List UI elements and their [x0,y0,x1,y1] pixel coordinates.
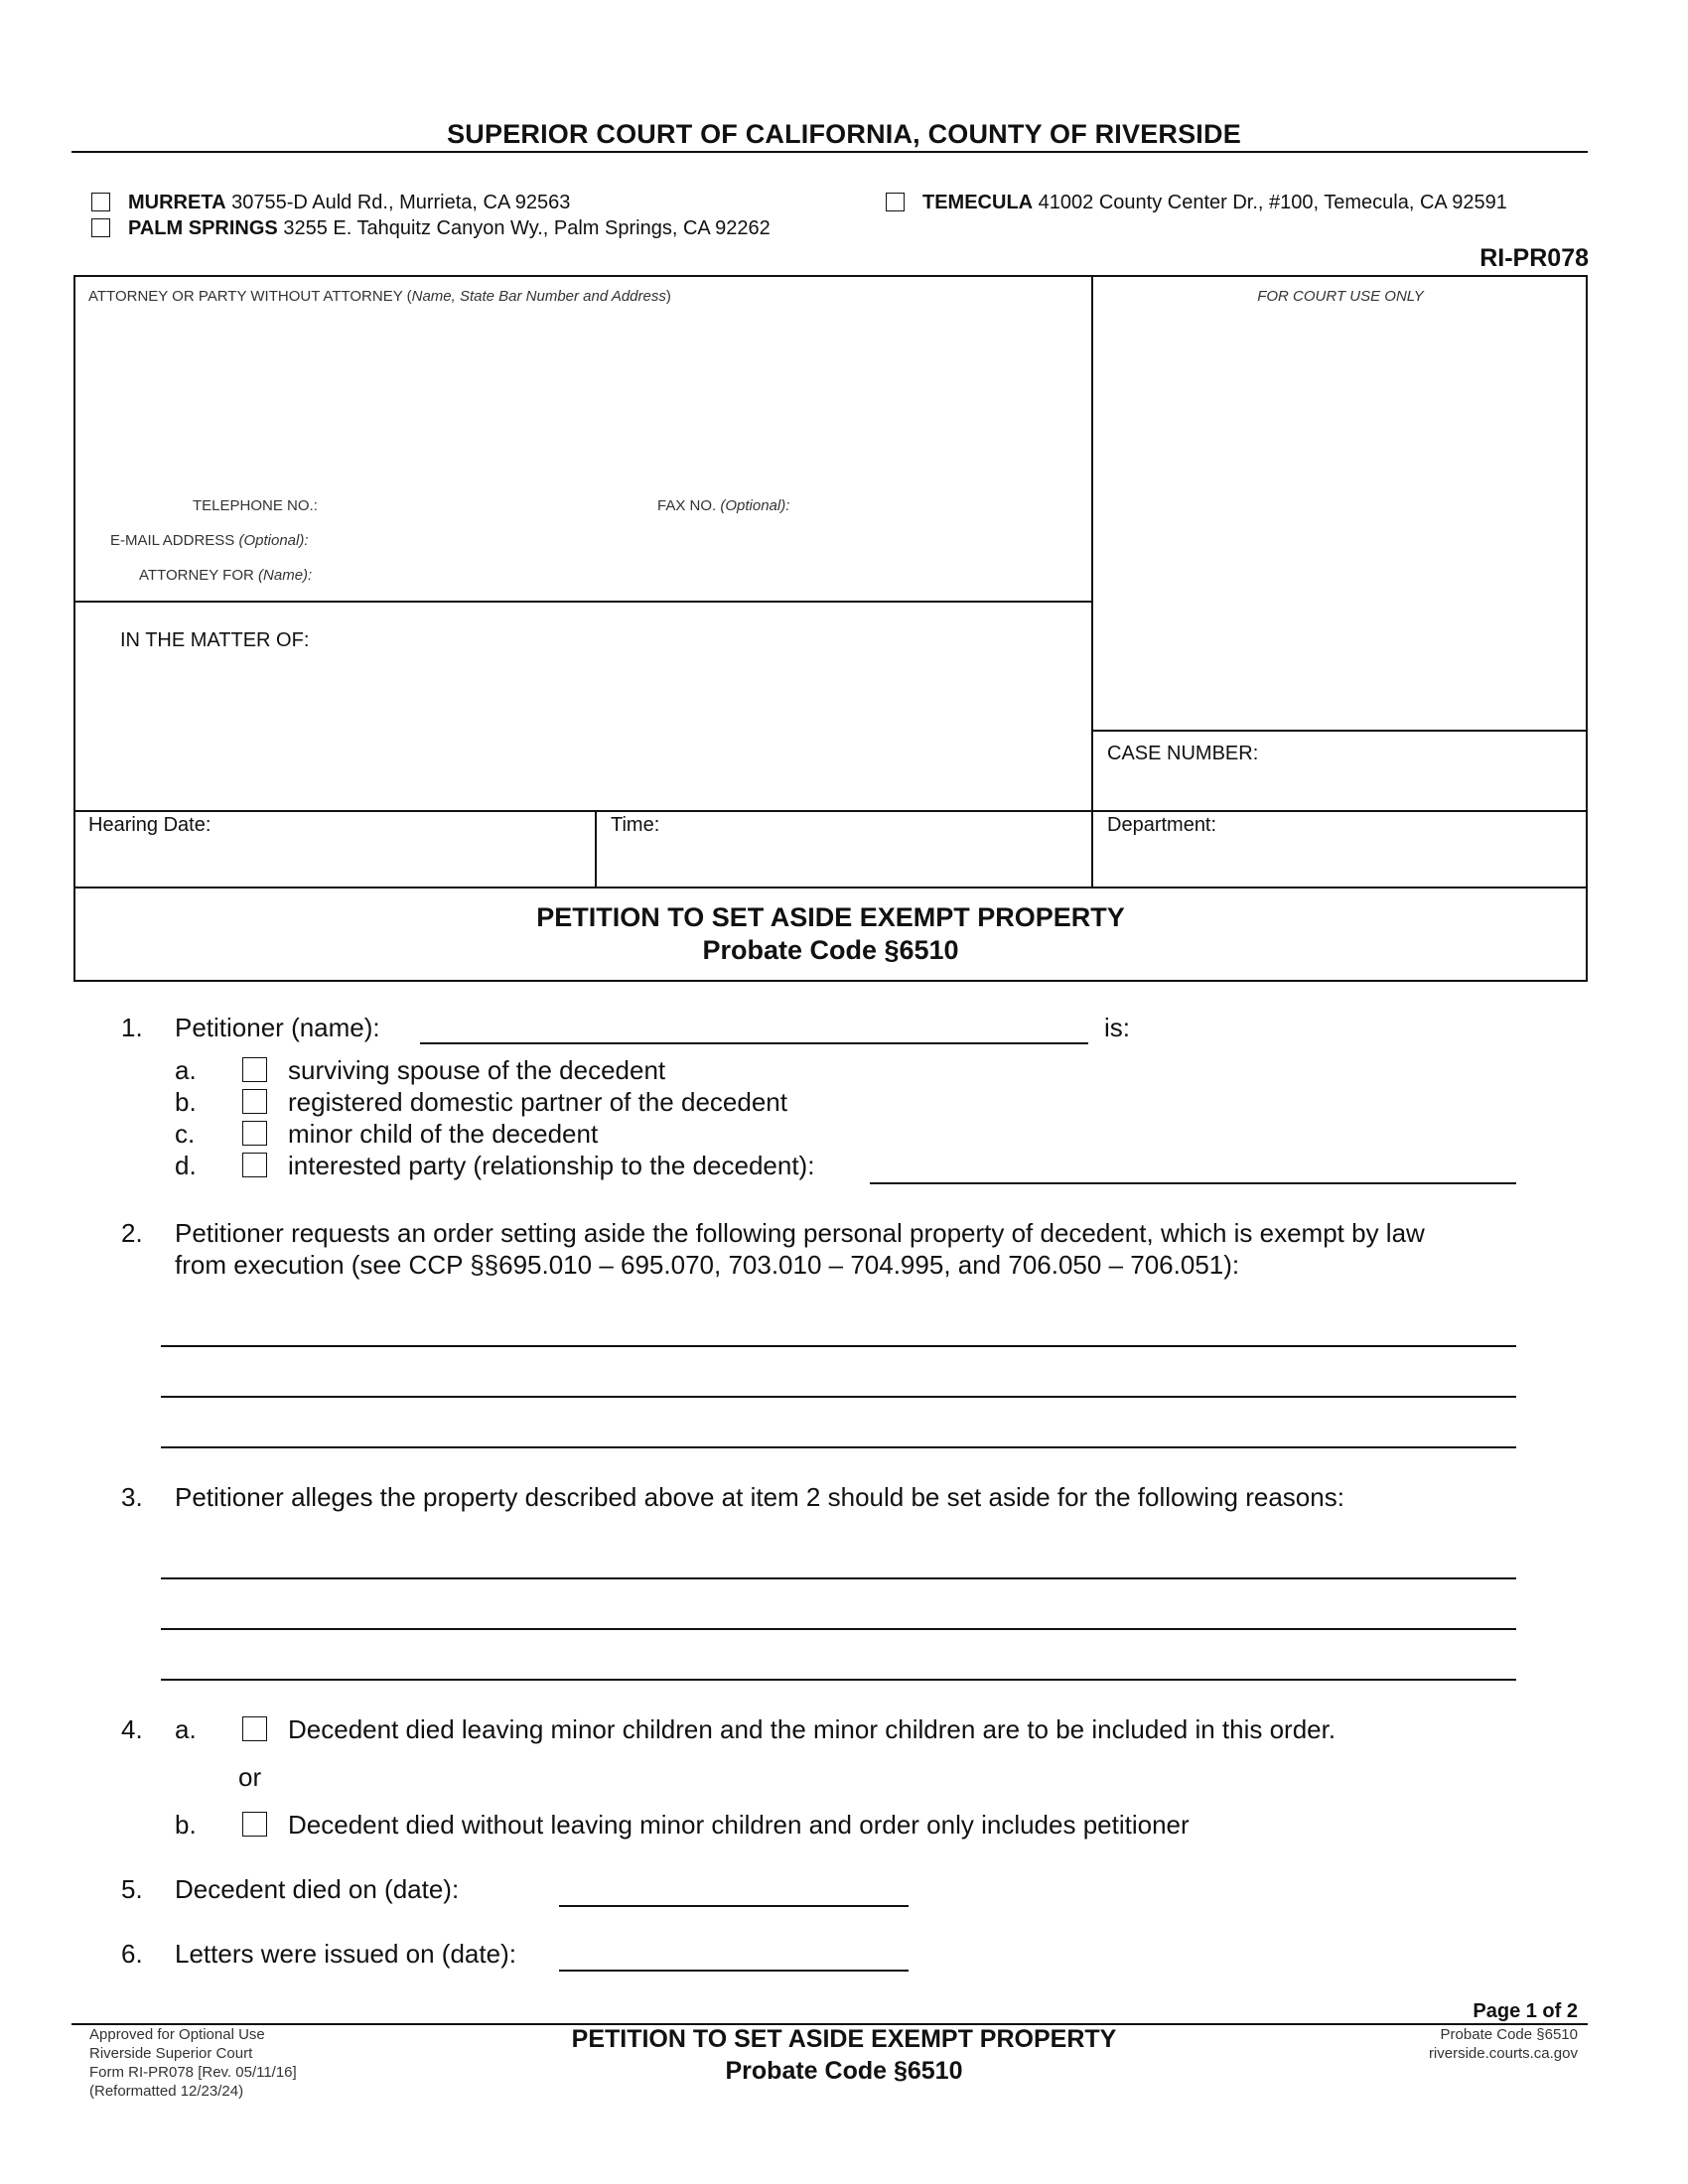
option-b-checkbox[interactable] [242,1089,267,1114]
doc-subtitle: Probate Code §6510 [702,935,959,965]
location-palm-springs: PALM SPRINGS 3255 E. Tahquitz Canyon Wy., Palm Springs, CA 92262 [91,217,771,240]
doc-title: PETITION TO SET ASIDE EXEMPT PROPERTY [536,902,1125,932]
reasons-line-3[interactable] [161,1679,1516,1681]
caption-box [73,275,1588,982]
option-b-letter: b. [175,1087,197,1117]
email-label: E-MAIL ADDRESS (Optional): [110,532,309,549]
item-4a-checkbox[interactable] [242,1716,267,1741]
telephone-label: TELEPHONE NO.: [193,497,318,514]
item-4b-checkbox[interactable] [242,1812,267,1837]
court-use-label: FOR COURT USE ONLY [1257,288,1424,305]
item-4-number: 4. [121,1714,143,1744]
property-line-1[interactable] [161,1345,1516,1347]
matter-of-label: IN THE MATTER OF: [120,629,310,651]
item-2-line2: from execution (see CCP §§695.010 – 695.070, 703.010 – 704.995, and 706.050 – 706.051): [175,1250,1240,1280]
court-title: SUPERIOR COURT OF CALIFORNIA, COUNTY OF RIVERSIDE [447,119,1241,149]
item-1-number: 1. [121,1013,143,1042]
reasons-line-1[interactable] [161,1577,1516,1579]
item-4a-text: Decedent died leaving minor children and the minor children are to be included in this order. [288,1714,1336,1744]
option-c-text: minor child of the decedent [288,1119,599,1149]
item-3-number: 3. [121,1482,143,1512]
item-4-or: or [238,1762,262,1792]
item-5-text: Decedent died on (date): [175,1874,460,1904]
relationship-field[interactable] [870,1182,1516,1184]
hearing-date-label: Hearing Date: [88,814,211,836]
time-label: Time: [611,814,660,836]
item-6-number: 6. [121,1939,143,1969]
property-line-2[interactable] [161,1396,1516,1398]
department-label: Department: [1107,814,1217,836]
attorney-for-label: ATTORNEY FOR (Name): [139,567,313,584]
item-6-text: Letters were issued on (date): [175,1939,516,1969]
petitioner-name-field[interactable] [420,1042,1088,1044]
option-d-text: interested party (relationship to the decedent): [288,1151,815,1180]
letters-date-field[interactable] [559,1970,909,1972]
property-line-3[interactable] [161,1446,1516,1448]
footer-right: Probate Code §6510 riverside.courts.ca.gov [1428,2026,1578,2062]
location-murreta: MURRETA 30755-D Auld Rd., Murrieta, CA 92563 [91,192,570,214]
location-temecula: TEMECULA 41002 County Center Dr., #100, Temecula, CA 92591 [886,192,1507,214]
item-4b-text: Decedent died without leaving minor children and order only includes petitioner [288,1810,1190,1840]
form-code: RI-PR078 [1479,244,1589,272]
item-2-number: 2. [121,1218,143,1248]
footer-subtitle: Probate Code §6510 [725,2057,963,2085]
header-rule [71,151,1588,153]
option-a-text: surviving spouse of the decedent [288,1055,666,1085]
temecula-checkbox[interactable] [886,193,905,211]
page-number: Page 1 of 2 [1473,2000,1578,2022]
option-c-letter: c. [175,1119,196,1149]
attorney-label: ATTORNEY OR PARTY WITHOUT ATTORNEY (Name, State Bar Number and Address) [88,288,671,305]
item-5-number: 5. [121,1874,143,1904]
item-2-line1: Petitioner requests an order setting aside the following personal property of decedent, which is exempt by law [175,1218,1425,1248]
death-date-field[interactable] [559,1905,909,1907]
option-d-checkbox[interactable] [242,1153,267,1177]
option-a-letter: a. [175,1055,197,1085]
item-3-text: Petitioner alleges the property described above at item 2 should be set aside for the following reasons: [175,1482,1344,1512]
option-c-checkbox[interactable] [242,1121,267,1146]
option-a-checkbox[interactable] [242,1057,267,1082]
murreta-checkbox[interactable] [91,193,110,211]
item-4b-letter: b. [175,1810,197,1840]
footer-left: Approved for Optional Use Riverside Superior Court Form RI-PR078 [Rev. 05/11/16] (Reformatted 12/23/24) [89,2026,297,2100]
option-b-text: registered domestic partner of the decedent [288,1087,787,1117]
item-1-label: Petitioner (name): [175,1013,380,1042]
option-d-letter: d. [175,1151,197,1180]
fax-label: FAX NO. (Optional): [657,497,790,514]
item-4a-letter: a. [175,1714,197,1744]
case-number-label: CASE NUMBER: [1107,743,1259,764]
palm-springs-checkbox[interactable] [91,218,110,237]
item-1-is: is: [1104,1013,1130,1042]
reasons-line-2[interactable] [161,1628,1516,1630]
footer-title: PETITION TO SET ASIDE EXEMPT PROPERTY [571,2025,1117,2053]
